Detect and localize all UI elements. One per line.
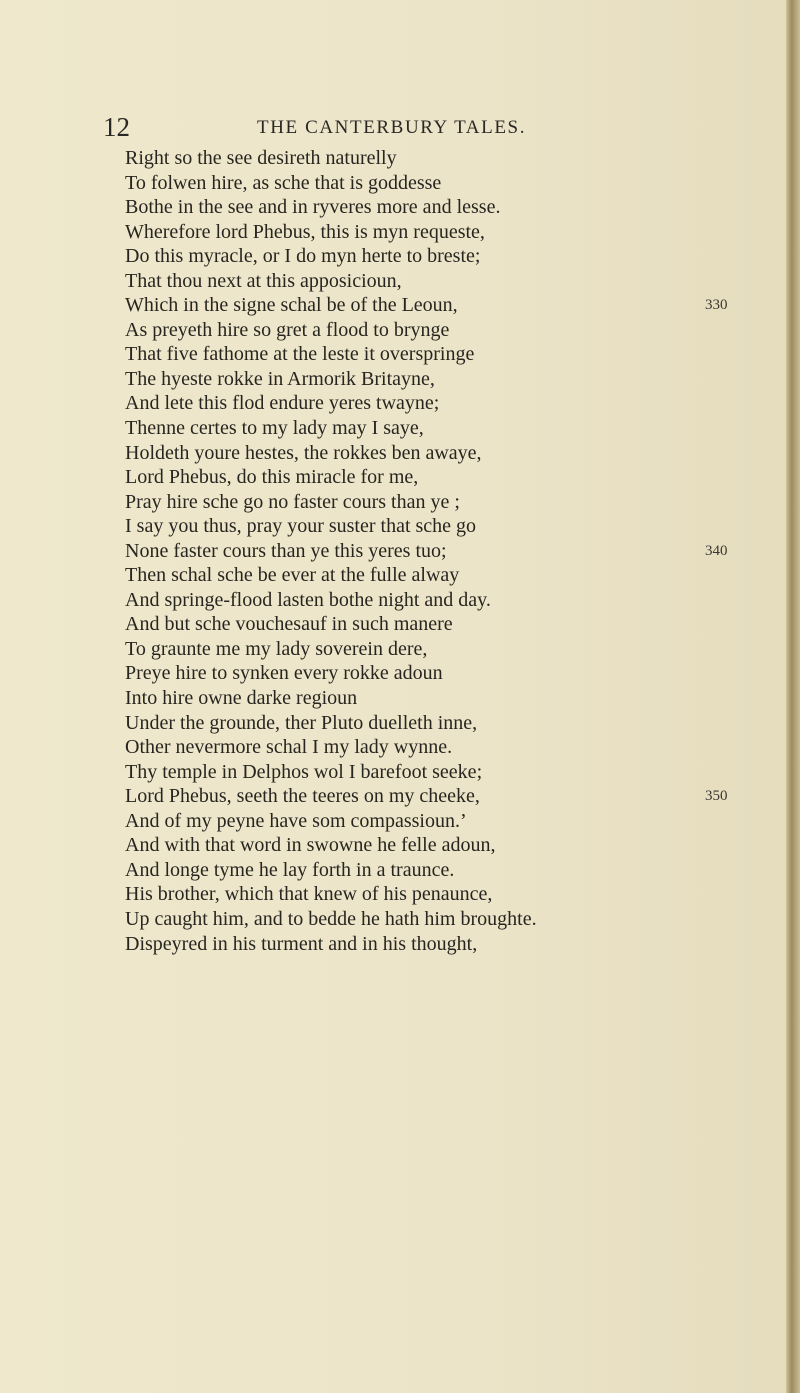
verse-line — [125, 171, 745, 196]
verse-line — [125, 809, 745, 834]
line-number: 340 — [705, 542, 728, 559]
verse-line-text: Into hire owne darke regioun — [125, 687, 358, 710]
verse-line-text: Which in the signe schal be of the Leoun, — [125, 294, 458, 317]
verse-line-text: To folwen hire, as sche that is goddesse — [125, 171, 442, 194]
verse-line-text: Thy temple in Delphos wol I barefoot seeke; — [125, 760, 483, 783]
verse-line — [125, 661, 745, 686]
verse-line — [125, 220, 745, 245]
verse-line-text: I say you thus, pray your suster that sche go — [125, 515, 477, 538]
running-head — [103, 112, 723, 142]
verse-line-text: Preye hire to synken every rokke adoun — [125, 662, 443, 685]
verse-line-text: Lord Phebus, seeth the teeres on my cheeke, — [125, 785, 480, 808]
verse-line — [125, 907, 745, 932]
verse-line-text: Then schal sche be ever at the fulle alway — [125, 564, 460, 587]
verse-line — [125, 711, 745, 736]
verse-line — [125, 588, 745, 613]
verse-line — [125, 563, 745, 588]
verse-line — [125, 735, 745, 760]
verse-line-text: Lord Phebus, do this miracle for me, — [125, 466, 419, 489]
verse-line-text: That five fathome at the leste it overspringe — [125, 343, 475, 366]
verse-line-text: And of my peyne have som compassioun.’ — [125, 809, 467, 832]
verse-line — [125, 539, 745, 564]
verse-line — [125, 612, 745, 637]
verse-line-text: And with that word in swowne he felle adoun, — [125, 834, 496, 857]
verse-line — [125, 146, 745, 171]
verse-line-text: And lete this flod endure yeres twayne; — [125, 392, 440, 415]
verse-line-text: Wherefore lord Phebus, this is myn requeste, — [125, 220, 485, 243]
verse-line — [125, 490, 745, 515]
verse-line — [125, 784, 745, 809]
line-number: 330 — [705, 297, 728, 314]
verse-line — [125, 514, 745, 539]
verse-line — [125, 342, 745, 367]
verse-line-text: And but sche vouchesauf in such manere — [125, 613, 453, 636]
verse-line-text: Under the grounde, ther Pluto duelleth inne, — [125, 711, 478, 734]
verse-line — [125, 465, 745, 490]
page-edge — [786, 0, 800, 1393]
running-title: THE CANTERBURY TALES. — [257, 117, 527, 138]
verse-line — [125, 367, 745, 392]
verse-line — [125, 244, 745, 269]
verse-line-text: Pray hire sche go no faster cours than ye ; — [125, 490, 460, 513]
verse-line-text: Other nevermore schal I my lady wynne. — [125, 736, 453, 759]
verse-line — [125, 318, 745, 343]
verse-line-text: Dispeyred in his turment and in his thought, — [125, 932, 478, 955]
verse-line — [125, 269, 745, 294]
verse-line — [125, 858, 745, 883]
verse-line — [125, 833, 745, 858]
line-number: 350 — [705, 788, 728, 805]
verse-line-text: Holdeth youre hestes, the rokkes ben awaye, — [125, 441, 482, 464]
verse-line-text: His brother, which that knew of his penaunce, — [125, 883, 493, 906]
verse-line — [125, 391, 745, 416]
verse-line — [125, 686, 745, 711]
verse-line-text: None faster cours than ye this yeres tuo; — [125, 539, 447, 562]
verse-line — [125, 882, 745, 907]
verse-line — [125, 637, 745, 662]
verse-line — [125, 760, 745, 785]
verse-line — [125, 416, 745, 441]
verse-line-text: Thenne certes to my lady may I saye, — [125, 417, 424, 440]
verse-line — [125, 441, 745, 466]
verse-line — [125, 293, 745, 318]
verse-line-text: Up caught him, and to bedde he hath him broughte. — [125, 907, 537, 930]
page-number: 12 — [103, 112, 130, 142]
verse-line-text: That thou next at this apposicioun, — [125, 269, 402, 292]
verse-text — [125, 146, 745, 956]
verse-line — [125, 195, 745, 220]
verse-line-text: Bothe in the see and in ryveres more and lesse. — [125, 196, 501, 219]
verse-line-text: As preyeth hire so gret a flood to brynge — [125, 318, 450, 341]
verse-line-text: Do this myracle, or I do myn herte to breste; — [125, 245, 481, 268]
verse-line — [125, 932, 745, 957]
verse-line-text: And springe-flood lasten bothe night and day. — [125, 588, 491, 611]
verse-line-text: The hyeste rokke in Armorik Britayne, — [125, 367, 435, 390]
verse-line-text: And longe tyme he lay forth in a traunce. — [125, 858, 455, 881]
verse-line-text: To graunte me my lady soverein dere, — [125, 637, 428, 660]
verse-line-text: Right so the see desireth naturelly — [125, 147, 397, 169]
